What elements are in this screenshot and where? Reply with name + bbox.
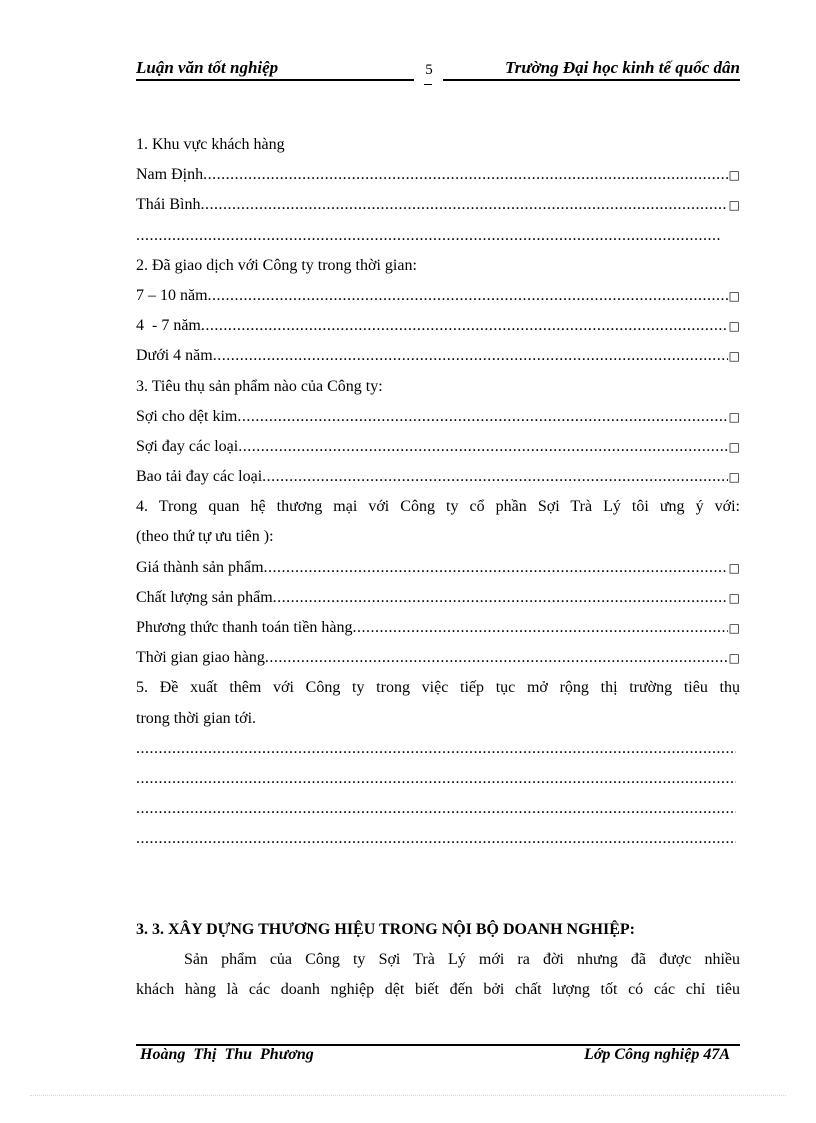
dot-leader <box>208 281 728 311</box>
checkbox-icon[interactable]: □ <box>728 560 740 575</box>
section-heading: 3. 3. XÂY DỰNG THƯƠNG HIỆU TRONG NỘI BỘ DOANH NGHIỆP: <box>136 920 635 938</box>
header-page-underline <box>424 84 432 85</box>
q1-option-thai-binh <box>136 190 740 220</box>
q3-option-jute-bags <box>136 462 740 492</box>
q5-title-line2: trong thời gian tới. <box>136 709 257 727</box>
q3-option-jute-yarn <box>136 432 740 462</box>
header-page-number: 5 <box>425 62 433 78</box>
section-paragraph-line2: khách hàng là các doanh nghiệp dệt biết đến bởi chất lượng tốt có các chỉ tiêu <box>136 980 740 998</box>
q5-title-line1: 5. Đề xuất thêm với Công ty trong việc tiếp tục mở rộng thị trường tiêu thụ <box>136 679 740 697</box>
dot-leader <box>200 190 727 220</box>
dot-leader <box>352 613 727 643</box>
option-label: Thái Bình <box>136 196 201 214</box>
checkbox-icon[interactable]: □ <box>728 439 740 454</box>
dot-leader <box>213 341 728 371</box>
q2-option-4-7 <box>136 311 740 341</box>
option-label: Giá thành sản phẩm <box>136 558 264 576</box>
q5-answer-line[interactable] <box>136 794 736 824</box>
option-label: Sợi cho dệt kim <box>136 407 238 425</box>
q4-option-delivery <box>136 643 740 673</box>
q2-title: 2. Đã giao dịch với Công ty trong thời gian: <box>136 256 417 274</box>
q2-option-7-10 <box>136 281 740 311</box>
section-paragraph-line1: Sản phẩm của Công ty Sợi Trà Lý mới ra đời nhưng đã được nhiều <box>184 950 740 968</box>
q4-title-line1: 4. Trong quan hệ thương mại với Công ty cổ phần Sợi Trà Lý tôi ưng ý với: <box>136 498 740 516</box>
header-thesis-label: Luận văn tốt nghiệp <box>136 58 414 81</box>
checkbox-icon[interactable]: □ <box>728 198 740 213</box>
dot-leader <box>238 432 727 462</box>
option-label: Phương thức thanh toán tiền hàng <box>136 619 353 636</box>
checkbox-icon[interactable]: □ <box>728 621 740 635</box>
option-label: Thời gian giao hàng <box>136 649 265 667</box>
option-label: Sợi đay các loại <box>136 437 239 455</box>
dot-leader <box>264 553 728 583</box>
page-edge <box>30 1095 786 1096</box>
q4-option-payment <box>136 613 740 643</box>
spacer <box>136 885 740 915</box>
q5-answer-line[interactable] <box>136 764 736 794</box>
dot-leader <box>273 583 728 613</box>
dot-leader <box>262 462 727 492</box>
option-label: Bao tải đay các loại <box>136 468 263 486</box>
checkbox-icon[interactable]: □ <box>728 470 740 485</box>
q1-title: 1. Khu vực khách hàng <box>136 136 285 153</box>
header-university-name: Trường Đại học kinh tế quốc dân <box>443 58 740 81</box>
dot-leader <box>201 311 728 341</box>
document-body <box>136 130 740 1005</box>
option-label: Nam Định <box>136 166 204 184</box>
q1-option-nam-dinh <box>136 160 740 190</box>
q3-title: 3. Tiêu thụ sản phẩm nào của Công ty: <box>136 377 383 395</box>
option-label: 4 - 7 năm <box>136 317 201 335</box>
checkbox-icon[interactable]: □ <box>728 349 740 364</box>
footer-author: Hoàng Thị Thu Phương <box>140 1046 314 1063</box>
dot-leader <box>265 643 728 673</box>
q4-option-price <box>136 553 740 583</box>
q4-title-line2: (theo thứ tự ưu tiên ): <box>136 528 274 546</box>
checkbox-icon[interactable]: □ <box>728 168 740 183</box>
spacer <box>136 855 740 885</box>
dot-leader <box>203 160 728 190</box>
checkbox-icon[interactable]: □ <box>728 288 740 303</box>
q2-option-under-4 <box>136 341 740 371</box>
option-label: 7 – 10 năm <box>136 286 208 304</box>
option-label: Dưới 4 năm <box>136 347 213 365</box>
option-label: Chất lượng sản phẩm <box>136 588 273 606</box>
q1-blank-answer-line <box>136 221 722 251</box>
checkbox-icon[interactable]: □ <box>728 651 740 666</box>
dot-leader <box>237 402 727 432</box>
q4-option-quality <box>136 583 740 613</box>
checkbox-icon[interactable]: □ <box>728 319 740 334</box>
checkbox-icon[interactable]: □ <box>728 409 740 424</box>
checkbox-icon[interactable]: □ <box>728 590 740 605</box>
footer-class: Lớp Công nghiệp 47A <box>584 1046 730 1063</box>
q5-answer-line[interactable] <box>136 824 736 854</box>
q3-option-knit-yarn <box>136 402 740 432</box>
q5-answer-line[interactable] <box>136 734 736 764</box>
